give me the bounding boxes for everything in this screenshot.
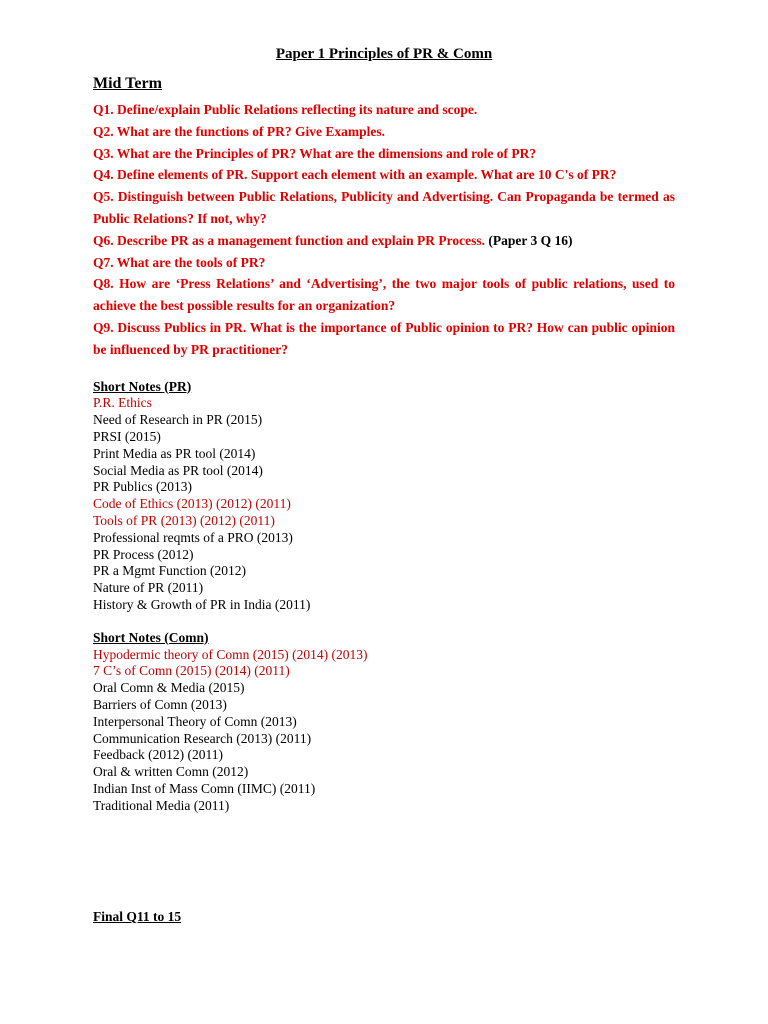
list-item: Barriers of Comn (2013): [93, 696, 227, 712]
list-item: Oral Comn & Media (2015): [93, 680, 245, 696]
list-item: Need of Research in PR (2015): [93, 412, 263, 428]
question: Q4. Define elements of PR. Support each element with an example. What are 10 C's of PR?: [93, 167, 617, 183]
question-list: [93, 99, 675, 361]
list-item: Nature of PR (2011): [93, 580, 204, 596]
question: Q9. Discuss Publics in PR. What is the importance of Public opinion to PR? How can public opinion be influenced by PR practitioner?: [93, 319, 675, 357]
list-item: PR Process (2012): [93, 546, 194, 562]
list-item: PR a Mgmt Function (2012): [93, 563, 247, 579]
list-item: Indian Inst of Mass Comn (IIMC) (2011): [93, 780, 316, 796]
list-item: PRSI (2015): [93, 428, 161, 444]
short-notes-pr-heading: Short Notes (PR): [93, 378, 192, 394]
document-page: [93, 40, 675, 814]
short-notes-comn-list: [93, 647, 675, 815]
list-item: PR Publics (2013): [93, 479, 193, 495]
question: Q6. Describe PR as a management function and explain PR Process. (Paper 3 Q 16): [93, 232, 573, 248]
mid-term-heading: Mid Term: [93, 75, 162, 92]
list-item: Hypodermic theory of Comn (2015) (2014) (2013): [93, 646, 368, 662]
question: Q8. How are ‘Press Relations’ and ‘Advertising’, the two major tools of public relations, used to achieve the best possible results for an organization?: [93, 276, 675, 314]
question: Q5. Distinguish between Public Relations, Publicity and Advertising. Can Propaganda be termed as Public Relations? If not, why?: [93, 189, 675, 226]
question: Q7. What are the tools of PR?: [93, 254, 266, 270]
page-title: Paper 1 Principles of PR & Comn: [275, 46, 493, 62]
list-item: Social Media as PR tool (2014): [93, 462, 263, 478]
list-item: Print Media as PR tool (2014): [93, 445, 256, 461]
list-item: Professional reqmts of a PRO (2013): [93, 529, 293, 545]
short-notes-pr-list: [93, 395, 675, 613]
list-item: 7 C’s of Comn (2015) (2014) (2011): [93, 663, 290, 679]
list-item: Tools of PR (2013) (2012) (2011): [93, 512, 275, 528]
list-item: Code of Ethics (2013) (2012) (2011): [93, 496, 291, 512]
list-item: P.R. Ethics: [93, 395, 152, 411]
list-item: Feedback (2012) (2011): [93, 747, 223, 763]
list-item: History & Growth of PR in India (2011): [93, 596, 311, 612]
list-item: Traditional Media (2011): [93, 797, 230, 813]
paper-reference: (Paper 3 Q 16): [484, 232, 573, 248]
question: Q3. What are the Principles of PR? What are the dimensions and role of PR?: [93, 145, 537, 161]
final-note: Final Q11 to 15: [93, 909, 182, 924]
short-notes-comn-heading: Short Notes (Comn): [93, 629, 209, 645]
list-item: Oral & written Comn (2012): [93, 764, 249, 780]
question: Q2. What are the functions of PR? Give Examples.: [93, 123, 385, 139]
question: Q1. Define/explain Public Relations reflecting its nature and scope.: [93, 102, 478, 117]
list-item: Communication Research (2013) (2011): [93, 730, 312, 746]
list-item: Interpersonal Theory of Comn (2013): [93, 713, 297, 729]
